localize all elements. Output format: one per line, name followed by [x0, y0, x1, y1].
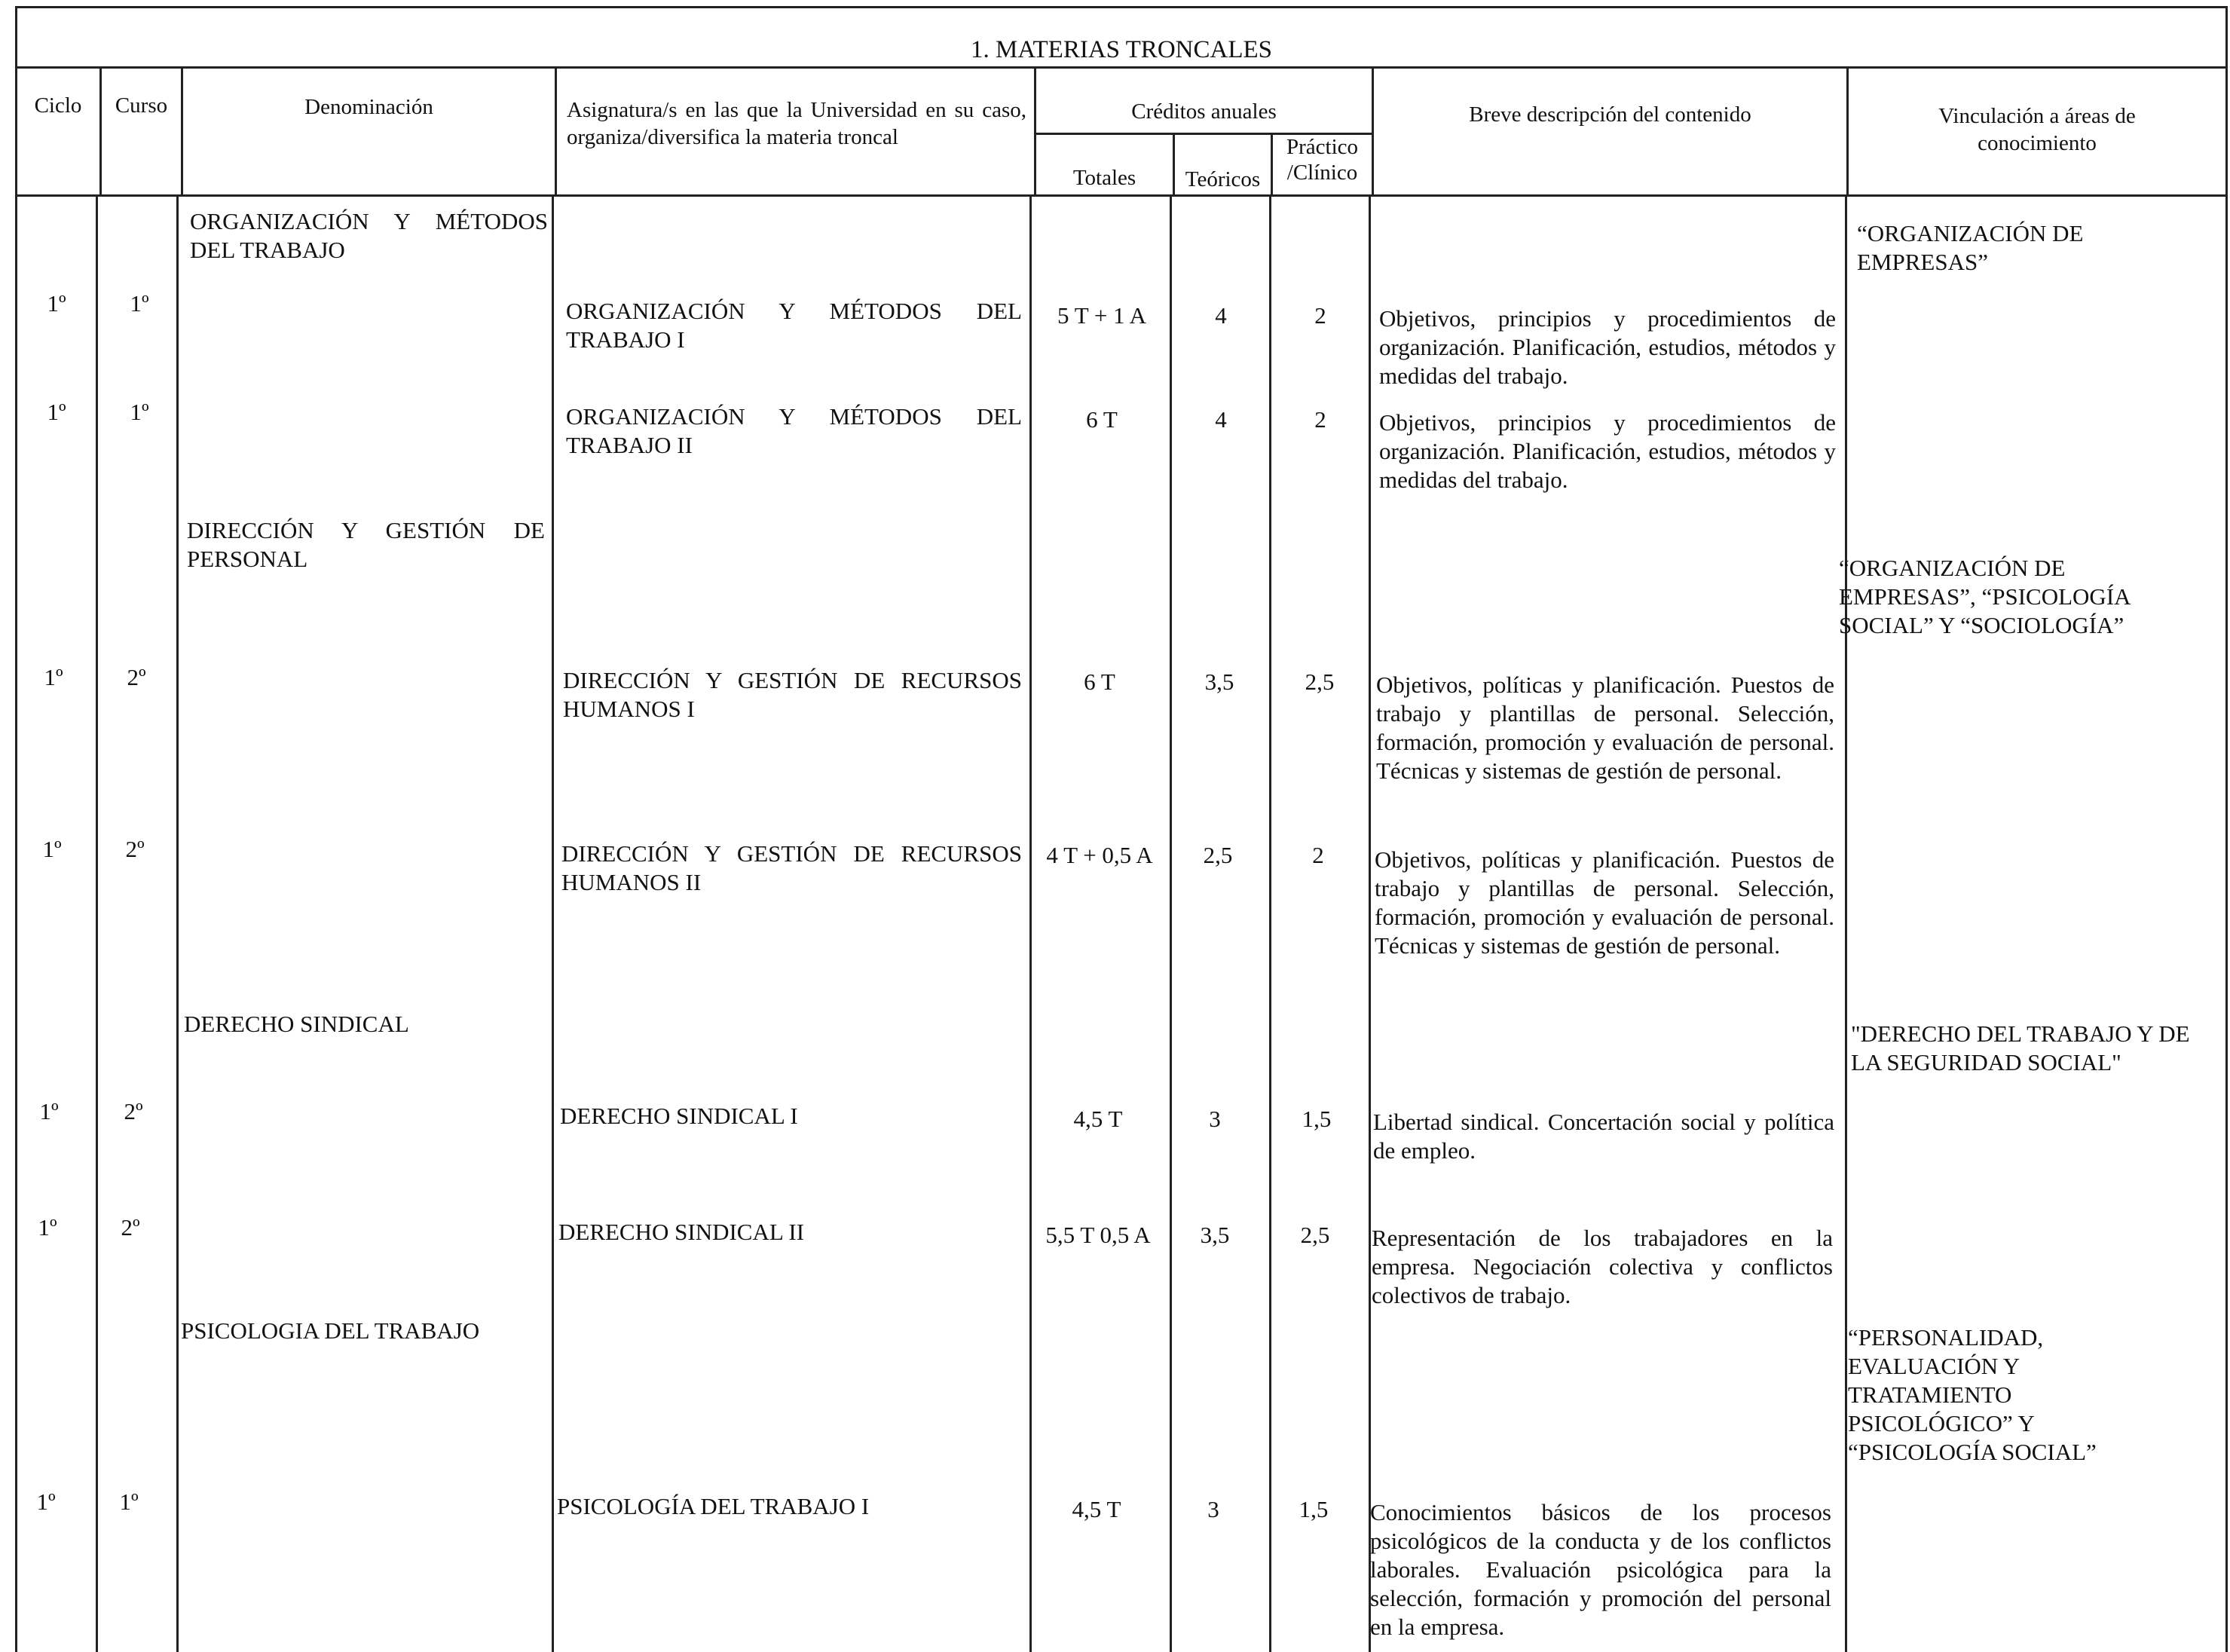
row-teoricos: 3 [1207, 1496, 1219, 1522]
header-asignatura: Asignatura/s en las que la Universidad en su caso, organiza/diversifica la materia troncal [567, 98, 1026, 149]
header-bottom-rule [15, 194, 2228, 197]
row-ciclo: 1º [44, 664, 63, 690]
row-totales: 4,5 T [1073, 1106, 1123, 1132]
header-denominacion: Denominación [304, 95, 433, 119]
row-teoricos: 4 [1215, 406, 1227, 433]
row-curso: 2º [124, 1098, 143, 1124]
row-descripcion: Objetivos, políticas y planificación. Puestos de trabajo y plantillas de personal. Selección, formación, promoción y evaluación de personal. Técnicas y sistemas de gestión de personal. [1375, 846, 1834, 959]
row-descripcion: Representación de los trabajadores en la empresa. Negociación colectiva y conflictos colectivos de trabajo. [1372, 1225, 1833, 1308]
row-teoricos: 4 [1215, 302, 1227, 329]
group-vinculacion: "DERECHO DEL TRABAJO Y DE LA SEGURIDAD SOCIAL" [1851, 1020, 2190, 1075]
header-curso: Curso [115, 93, 168, 118]
header-descripcion: Breve descripción del contenido [1469, 102, 1751, 127]
group-vinculacion: “ORGANIZACIÓN DE EMPRESAS”, “PSICOLOGÍA SOCIAL” Y “SOCIOLOGÍA” [1839, 555, 2130, 638]
body-divider-curso [176, 194, 179, 1652]
row-ciclo: 1º [39, 1098, 59, 1124]
col-divider-curso [181, 66, 183, 196]
row-totales: 6 T [1086, 406, 1118, 433]
row-asignatura: DIRECCIÓN Y GESTIÓN DE RECURSOS HUMANOS I [563, 667, 1022, 722]
row-totales: 5 T + 1 A [1057, 302, 1146, 329]
header-practico: Práctico /Clínico [1286, 135, 1358, 185]
row-teoricos: 3,5 [1204, 668, 1234, 695]
col-divider-ciclo [99, 66, 102, 196]
row-teoricos: 2,5 [1203, 842, 1233, 868]
table-title: 1. MATERIAS TRONCALES [970, 36, 1272, 63]
row-ciclo: 1º [42, 836, 62, 862]
body-divider-teoricos [1269, 194, 1271, 1652]
row-practico: 2,5 [1305, 668, 1335, 695]
row-asignatura: DIRECCIÓN Y GESTIÓN DE RECURSOS HUMANOS II [561, 840, 1022, 895]
row-teoricos: 3 [1209, 1106, 1221, 1132]
row-practico: 2 [1312, 842, 1324, 868]
row-ciclo: 1º [38, 1214, 57, 1241]
group-vinculacion: “PERSONALIDAD, EVALUACIÓN Y TRATAMIENTO PSICOLÓGICO” Y “PSICOLOGÍA SOCIAL” [1848, 1324, 2097, 1465]
group-denominacion: ORGANIZACIÓN Y MÉTODOS DEL TRABAJO [190, 208, 548, 263]
group-vinculacion: “ORGANIZACIÓN DE EMPRESAS” [1857, 220, 2084, 275]
body-divider-practico [1369, 194, 1371, 1652]
row-asignatura: PSICOLOGÍA DEL TRABAJO I [557, 1493, 870, 1519]
row-curso: 1º [119, 1488, 139, 1515]
body-divider-ciclo [96, 194, 98, 1652]
row-curso: 1º [130, 399, 149, 425]
row-curso: 1º [130, 290, 149, 317]
row-descripcion: Objetivos, principios y procedimientos de organización. Planificación, estudios, métodos y medidas del trabajo. [1379, 305, 1836, 389]
row-practico: 2 [1314, 406, 1326, 433]
body-divider-descripcion [1845, 194, 1847, 1652]
header-teoricos: Teóricos [1185, 167, 1261, 191]
group-denominacion: DIRECCIÓN Y GESTIÓN DE PERSONAL [187, 517, 545, 572]
body-divider-denominacion [552, 194, 554, 1652]
title-rule [15, 66, 2228, 69]
row-practico: 2 [1314, 302, 1326, 329]
col-divider-practico [1372, 66, 1374, 196]
row-totales: 5,5 T 0,5 A [1045, 1222, 1151, 1248]
col-divider-denominacion [555, 66, 557, 196]
group-denominacion: DERECHO SINDICAL [184, 1011, 409, 1037]
row-descripcion: Objetivos, principios y procedimientos de organización. Planificación, estudios, métodos y medidas del trabajo. [1379, 409, 1836, 493]
row-ciclo: 1º [47, 290, 66, 317]
header-creditos: Créditos anuales [1131, 99, 1277, 124]
row-asignatura: DERECHO SINDICAL I [560, 1103, 798, 1129]
header-vinculacion: Vinculación a áreas de conocimiento [1938, 104, 2136, 155]
row-descripcion: Conocimientos básicos de los procesos psicológicos de la conducta y de los conflictos laborales. Evaluación psicológica para la selección, formación y promoción del personal en la empresa. [1370, 1499, 1831, 1640]
row-ciclo: 1º [36, 1488, 56, 1515]
row-asignatura: DERECHO SINDICAL II [558, 1219, 805, 1245]
group-denominacion: PSICOLOGIA DEL TRABAJO [181, 1317, 480, 1344]
row-totales: 4 T + 0,5 A [1046, 842, 1153, 868]
row-practico: 1,5 [1299, 1496, 1329, 1522]
row-practico: 1,5 [1302, 1106, 1332, 1132]
row-descripcion: Libertad sindical. Concertación social y política de empleo. [1373, 1109, 1834, 1164]
row-practico: 2,5 [1300, 1222, 1330, 1248]
row-curso: 2º [125, 836, 145, 862]
header-totales: Totales [1072, 166, 1136, 190]
body-divider-totales [1170, 194, 1172, 1652]
row-asignatura: ORGANIZACIÓN Y MÉTODOS DEL TRABAJO I [566, 298, 1022, 353]
row-asignatura: ORGANIZACIÓN Y MÉTODOS DEL TRABAJO II [566, 403, 1022, 458]
header-ciclo: Ciclo [34, 93, 82, 118]
row-descripcion: Objetivos, políticas y planificación. Puestos de trabajo y plantillas de personal. Selección, formación, promoción y evaluación de personal. Técnicas y sistemas de gestión de personal. [1376, 672, 1834, 784]
row-teoricos: 3,5 [1200, 1222, 1230, 1248]
row-curso: 2º [121, 1214, 140, 1241]
row-ciclo: 1º [47, 399, 66, 425]
row-curso: 2º [127, 664, 146, 690]
row-totales: 6 T [1084, 668, 1115, 695]
body-divider-asignatura [1029, 194, 1032, 1652]
row-totales: 4,5 T [1072, 1496, 1121, 1522]
